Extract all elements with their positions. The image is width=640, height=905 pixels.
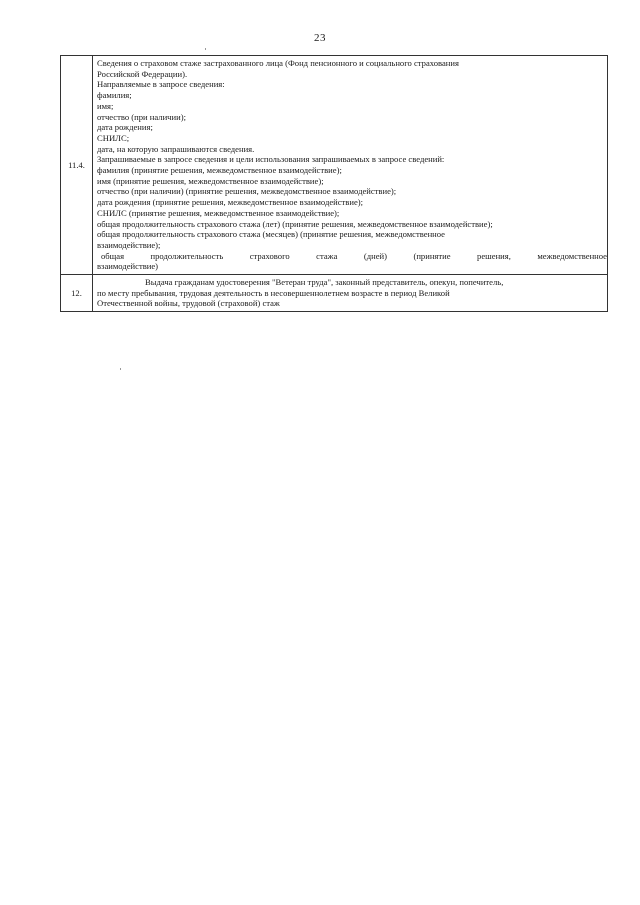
text-line: фамилия; xyxy=(97,90,132,101)
text-line: по месту пребывания, трудовая деятельность в несовершеннолетнем возрасте в период Великой xyxy=(97,287,450,298)
scan-speck xyxy=(205,48,206,50)
text-line: Запрашиваемые в запросе сведения и цели использования запрашиваемых в запросе сведений: xyxy=(97,154,445,165)
text-line: имя (принятие решения, межведомственное взаимодействие); xyxy=(97,175,324,186)
text-line: дата рождения (принятие решения, межведомственное взаимодействие); xyxy=(97,197,364,208)
text-line: общая продолжительность страхового стажа (лет) (принятие решения, межведомственное взаимодействие); xyxy=(97,218,493,229)
text-line: отчество (при наличии); xyxy=(97,111,186,122)
text-line: Сведения о страховом стаже застрахованного лица (Фонд пенсионного и социального страхования xyxy=(97,58,459,68)
table-row xyxy=(61,56,608,275)
text-line: фамилия (принятие решения, межведомственное взаимодействие); xyxy=(97,165,342,176)
row-number: 11.4. xyxy=(61,56,93,275)
text-line: дата, на которую запрашиваются сведения. xyxy=(97,143,255,154)
text-line: имя; xyxy=(97,100,114,111)
row-content xyxy=(93,56,608,275)
table-row xyxy=(61,275,608,312)
text-line: Российской Федерации). xyxy=(97,68,188,79)
text-line: взаимодействие) xyxy=(97,261,159,272)
scan-speck xyxy=(120,368,121,370)
text-line: СНИЛС; xyxy=(97,132,130,143)
text-line: общая продолжительность страхового стажа (дней) (принятие решения, межведомственное xyxy=(101,250,607,261)
page-number: 23 xyxy=(314,32,326,44)
services-table xyxy=(60,55,608,312)
text-line: отчество (при наличии) (принятие решения, межведомственное взаимодействие); xyxy=(97,186,397,197)
text-line: общая продолжительность страхового стажа (месяцев) (принятие решения, межведомственное xyxy=(97,229,445,240)
text-line: СНИЛС (принятие решения, межведомственное взаимодействие); xyxy=(97,207,340,218)
text-line: Выдача гражданам удостоверения "Ветеран труда", законный представитель, опекун, попечитель, xyxy=(145,277,504,288)
row-content xyxy=(93,275,608,312)
text-line: Направляемые в запросе сведения: xyxy=(97,79,225,90)
text-line: дата рождения; xyxy=(97,122,153,133)
row-number: 12. xyxy=(61,275,93,312)
text-line: взаимодействие); xyxy=(97,239,161,250)
text-line: Отечественной войны, трудовой (страховой) стаж xyxy=(97,298,280,309)
